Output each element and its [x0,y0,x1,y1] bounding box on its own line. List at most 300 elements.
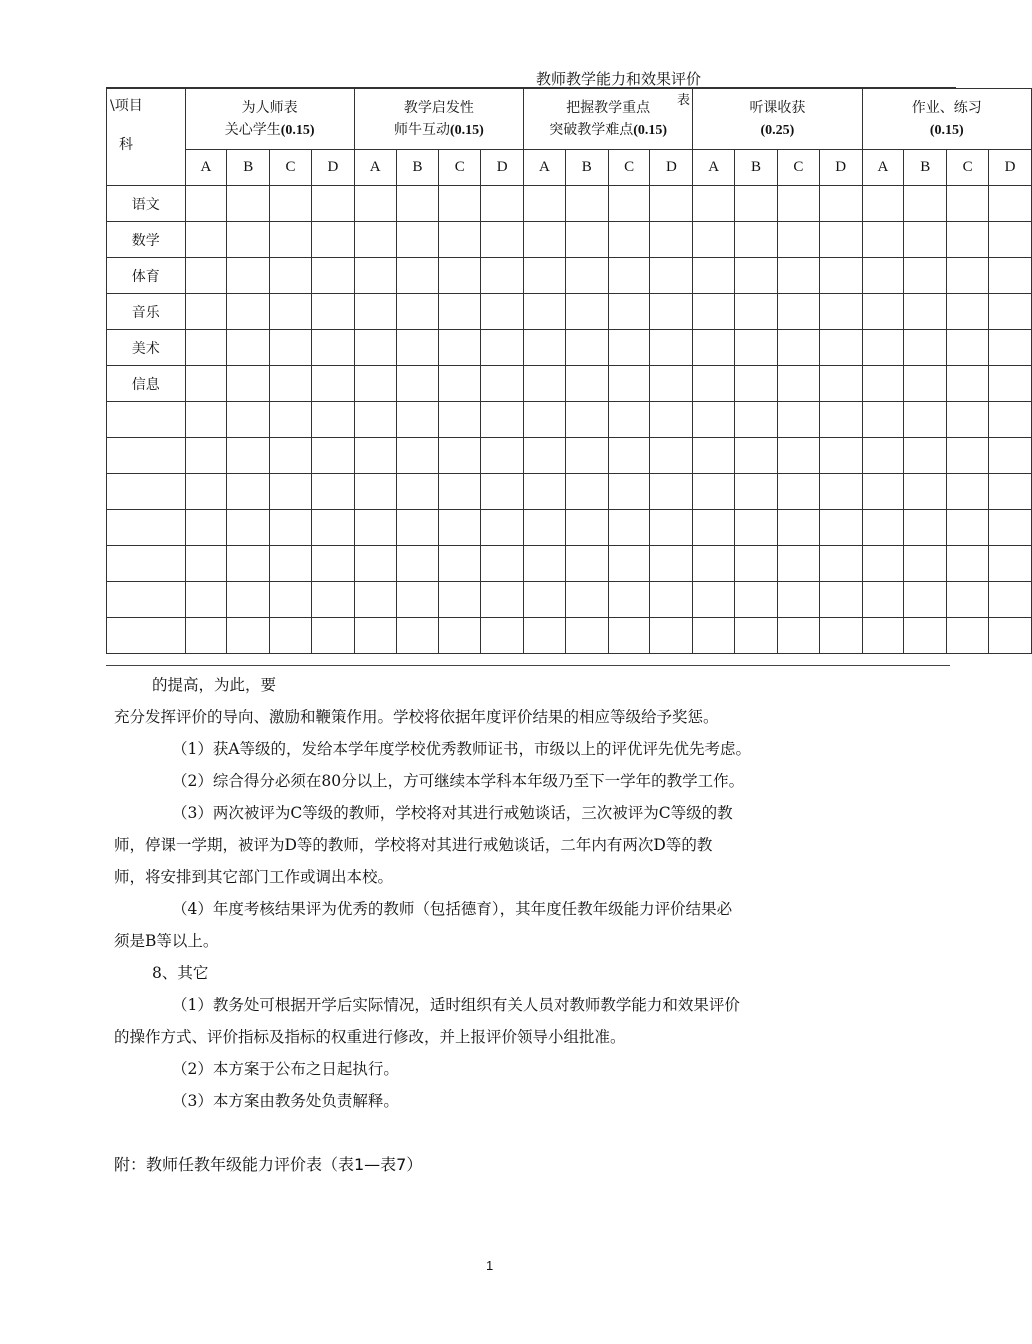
rating-cell[interactable] [608,258,650,294]
rating-cell[interactable] [227,186,270,222]
grade-header-d: D [481,150,524,186]
rating-cell[interactable] [777,402,819,438]
rating-cell[interactable] [565,186,608,222]
rating-cell[interactable] [819,402,862,438]
rating-cell[interactable] [524,618,566,654]
section-heading: 8、其它 [152,964,209,982]
rating-cell[interactable] [862,366,904,402]
rating-cell[interactable] [185,366,227,402]
grade-header-d: D [650,150,693,186]
rating-cell[interactable] [227,438,270,474]
rating-cell[interactable] [565,510,608,546]
rating-cell[interactable] [185,618,227,654]
rating-cell[interactable] [735,186,778,222]
rating-cell[interactable] [354,366,396,402]
rating-cell[interactable] [904,330,947,366]
rating-cell[interactable] [735,546,778,582]
rating-cell[interactable] [185,474,227,510]
rating-cell[interactable] [947,186,989,222]
table-title: 教师教学能力和效果评价 [536,70,702,88]
rating-cell[interactable] [608,186,650,222]
rating-cell[interactable] [904,510,947,546]
rating-cell[interactable] [735,582,778,618]
rating-cell[interactable] [565,366,608,402]
rating-cell[interactable] [270,330,312,366]
rating-cell[interactable] [862,582,904,618]
rating-cell[interactable] [565,294,608,330]
rating-cell[interactable] [947,222,989,258]
grade-header-c: C [777,150,819,186]
rating-cell[interactable] [524,294,566,330]
rating-cell[interactable] [396,294,439,330]
rating-cell[interactable] [693,474,735,510]
rating-cell[interactable] [481,474,524,510]
rating-cell[interactable] [270,186,312,222]
rating-cell[interactable] [777,618,819,654]
rating-cell[interactable] [396,510,439,546]
table-row [107,366,1032,402]
rating-cell[interactable] [608,330,650,366]
rating-cell[interactable] [439,294,481,330]
rating-cell[interactable] [439,438,481,474]
rating-cell[interactable] [947,438,989,474]
rating-cell[interactable] [439,222,481,258]
rating-cell[interactable] [735,366,778,402]
rating-cell[interactable] [227,330,270,366]
rating-cell[interactable] [988,474,1031,510]
paragraph-line: （2）综合得分必须在80分以上，方可继续本学科本年级乃至下一学年的教学工作。 [172,772,745,790]
rating-cell[interactable] [185,438,227,474]
group-header: 把握教学重点 突破教学难点(0.15) [524,89,693,150]
rating-cell[interactable] [735,330,778,366]
rating-cell[interactable] [693,546,735,582]
rating-cell[interactable] [311,186,354,222]
rating-cell[interactable] [481,294,524,330]
rating-cell[interactable] [608,438,650,474]
rating-cell[interactable] [565,438,608,474]
rating-cell[interactable] [439,618,481,654]
rating-cell[interactable] [693,582,735,618]
rating-cell[interactable] [524,402,566,438]
rating-cell[interactable] [481,582,524,618]
rating-cell[interactable] [396,582,439,618]
rating-cell[interactable] [693,438,735,474]
rating-cell[interactable] [650,438,693,474]
rating-cell[interactable] [947,294,989,330]
rating-cell[interactable] [735,474,778,510]
rating-cell[interactable] [185,186,227,222]
rating-cell[interactable] [565,474,608,510]
rating-cell[interactable] [693,366,735,402]
rating-cell[interactable] [524,222,566,258]
paragraph-line: （3）本方案由教务处负责解释。 [172,1092,399,1110]
rating-cell[interactable] [819,582,862,618]
rating-cell[interactable] [819,294,862,330]
rating-cell[interactable] [862,258,904,294]
rating-cell[interactable] [481,222,524,258]
rating-cell[interactable] [311,366,354,402]
rating-cell[interactable] [439,474,481,510]
rating-cell[interactable] [311,618,354,654]
table-row [107,402,1032,438]
table-bottom-border [106,665,950,666]
rating-cell[interactable] [650,546,693,582]
grade-header-c: C [439,150,481,186]
rating-cell[interactable] [988,546,1031,582]
rating-cell[interactable] [227,366,270,402]
rating-cell[interactable] [524,330,566,366]
rating-cell[interactable] [354,294,396,330]
rating-cell[interactable] [650,258,693,294]
rating-cell[interactable] [227,294,270,330]
rating-cell[interactable] [862,222,904,258]
rating-cell[interactable] [988,402,1031,438]
rating-cell[interactable] [693,186,735,222]
rating-cell[interactable] [439,258,481,294]
rating-cell[interactable] [862,186,904,222]
rating-cell[interactable] [524,510,566,546]
rating-cell[interactable] [947,510,989,546]
rating-cell[interactable] [904,294,947,330]
rating-cell[interactable] [311,330,354,366]
rating-cell[interactable] [439,366,481,402]
rating-cell[interactable] [947,618,989,654]
rating-cell[interactable] [650,222,693,258]
rating-cell[interactable] [608,510,650,546]
rating-cell[interactable] [777,294,819,330]
paragraph-line: （1）获A等级的，发给本学年度学校优秀教师证书，市级以上的评优评先优先考虑。 [172,740,752,758]
rating-cell[interactable] [947,546,989,582]
rating-cell[interactable] [311,258,354,294]
rating-cell[interactable] [988,438,1031,474]
rating-cell[interactable] [311,582,354,618]
rating-cell[interactable] [777,330,819,366]
rating-cell[interactable] [735,258,778,294]
rating-cell[interactable] [693,258,735,294]
subject-cell [107,474,186,510]
rating-cell[interactable] [396,618,439,654]
rating-cell[interactable] [524,438,566,474]
table-row [107,546,1032,582]
rating-cell[interactable] [396,474,439,510]
rating-cell[interactable] [862,474,904,510]
rating-cell[interactable] [270,222,312,258]
rating-cell[interactable] [396,438,439,474]
rating-cell[interactable] [524,546,566,582]
rating-cell[interactable] [693,618,735,654]
rating-cell[interactable] [565,546,608,582]
grade-header-a: A [354,150,396,186]
rating-cell[interactable] [650,474,693,510]
rating-cell[interactable] [270,510,312,546]
rating-cell[interactable] [819,366,862,402]
rating-cell[interactable] [988,330,1031,366]
rating-cell[interactable] [354,402,396,438]
rating-cell[interactable] [650,366,693,402]
rating-cell[interactable] [270,366,312,402]
rating-cell[interactable] [481,258,524,294]
rating-cell[interactable] [354,186,396,222]
rating-cell[interactable] [988,186,1031,222]
rating-cell[interactable] [227,582,270,618]
rating-cell[interactable] [650,402,693,438]
rating-cell[interactable] [524,186,566,222]
rating-cell[interactable] [862,510,904,546]
rating-cell[interactable] [988,510,1031,546]
rating-cell[interactable] [396,186,439,222]
rating-cell[interactable] [227,222,270,258]
rating-cell[interactable] [565,582,608,618]
rating-cell[interactable] [565,402,608,438]
rating-cell[interactable] [481,618,524,654]
rating-cell[interactable] [270,438,312,474]
rating-cell[interactable] [185,402,227,438]
rating-cell[interactable] [227,474,270,510]
rating-cell[interactable] [524,582,566,618]
rating-cell[interactable] [735,222,778,258]
rating-cell[interactable] [439,186,481,222]
rating-cell[interactable] [227,402,270,438]
rating-cell[interactable] [270,474,312,510]
rating-cell[interactable] [988,294,1031,330]
rating-cell[interactable] [481,438,524,474]
rating-cell[interactable] [608,474,650,510]
rating-cell[interactable] [777,438,819,474]
rating-cell[interactable] [565,330,608,366]
rating-cell[interactable] [396,366,439,402]
rating-cell[interactable] [270,546,312,582]
grade-header-b: B [227,150,270,186]
corner-header [107,89,186,186]
rating-cell[interactable] [735,510,778,546]
rating-cell[interactable] [311,294,354,330]
rating-cell[interactable] [693,510,735,546]
rating-cell[interactable] [947,582,989,618]
rating-cell[interactable] [988,366,1031,402]
rating-cell[interactable] [354,582,396,618]
table-row [107,294,1032,330]
rating-cell[interactable] [354,258,396,294]
rating-cell[interactable] [311,474,354,510]
rating-cell[interactable] [650,510,693,546]
rating-cell[interactable] [904,618,947,654]
rating-cell[interactable] [396,402,439,438]
rating-cell[interactable] [693,294,735,330]
rating-cell[interactable] [396,222,439,258]
rating-cell[interactable] [819,438,862,474]
rating-cell[interactable] [481,510,524,546]
rating-cell[interactable] [311,510,354,546]
rating-cell[interactable] [777,258,819,294]
rating-cell[interactable] [565,222,608,258]
rating-cell[interactable] [988,582,1031,618]
rating-cell[interactable] [862,330,904,366]
rating-cell[interactable] [988,222,1031,258]
rating-cell[interactable] [650,294,693,330]
rating-cell[interactable] [650,582,693,618]
rating-cell[interactable] [396,330,439,366]
rating-cell[interactable] [819,258,862,294]
rating-cell[interactable] [777,510,819,546]
rating-cell[interactable] [988,618,1031,654]
rating-cell[interactable] [227,258,270,294]
rating-cell[interactable] [354,510,396,546]
evaluation-table [106,88,1032,654]
rating-cell[interactable] [481,186,524,222]
rating-cell[interactable] [608,546,650,582]
rating-cell[interactable] [735,618,778,654]
rating-cell[interactable] [777,582,819,618]
rating-cell[interactable] [947,366,989,402]
rating-cell[interactable] [354,330,396,366]
rating-cell[interactable] [185,258,227,294]
rating-cell[interactable] [608,402,650,438]
table-row [107,330,1032,366]
rating-cell[interactable] [481,546,524,582]
grade-header-c: C [270,150,312,186]
rating-cell[interactable] [608,222,650,258]
rating-cell[interactable] [185,294,227,330]
rating-cell[interactable] [524,258,566,294]
rating-cell[interactable] [693,330,735,366]
rating-cell[interactable] [988,258,1031,294]
rating-cell[interactable] [862,546,904,582]
rating-cell[interactable] [947,474,989,510]
paragraph-line: （2）本方案于公布之日起执行。 [172,1060,399,1078]
rating-cell[interactable] [270,618,312,654]
rating-cell[interactable] [439,402,481,438]
rating-cell[interactable] [904,582,947,618]
rating-cell[interactable] [904,222,947,258]
rating-cell[interactable] [819,510,862,546]
rating-cell[interactable] [311,402,354,438]
rating-cell[interactable] [947,402,989,438]
rating-cell[interactable] [819,474,862,510]
paragraph-line: 的操作方式、评价指标及指标的权重进行修改，并上报评价领导小组批准。 [114,1028,626,1046]
paragraph-line: （3）两次被评为C等级的教师，学校将对其进行戒勉谈话，三次被评为C等级的教 [172,804,733,822]
rating-cell[interactable] [439,582,481,618]
rating-cell[interactable] [227,618,270,654]
rating-cell[interactable] [735,402,778,438]
rating-cell[interactable] [185,330,227,366]
rating-cell[interactable] [777,366,819,402]
rating-cell[interactable] [693,402,735,438]
grade-header-c: C [608,150,650,186]
rating-cell[interactable] [311,438,354,474]
rating-cell[interactable] [819,618,862,654]
rating-cell[interactable] [904,402,947,438]
rating-cell[interactable] [481,402,524,438]
rating-cell[interactable] [565,258,608,294]
group-header: 听课收获 (0.25) [693,89,862,150]
rating-cell[interactable] [481,366,524,402]
rating-cell[interactable] [904,366,947,402]
corner-label-item: \项目 [110,98,143,114]
rating-cell[interactable] [354,222,396,258]
rating-cell[interactable] [947,330,989,366]
rating-cell[interactable] [227,546,270,582]
rating-cell[interactable] [862,438,904,474]
rating-cell[interactable] [735,294,778,330]
rating-cell[interactable] [947,258,989,294]
subject-cell [107,510,186,546]
rating-cell[interactable] [650,330,693,366]
grade-header-c: C [947,150,989,186]
rating-cell[interactable] [777,186,819,222]
rating-cell[interactable] [862,294,904,330]
rating-cell[interactable] [608,294,650,330]
rating-cell[interactable] [819,222,862,258]
rating-cell[interactable] [862,402,904,438]
rating-cell[interactable] [311,546,354,582]
grade-header-a: A [185,150,227,186]
rating-cell[interactable] [270,582,312,618]
rating-cell[interactable] [439,546,481,582]
rating-cell[interactable] [270,294,312,330]
rating-cell[interactable] [904,474,947,510]
rating-cell[interactable] [354,474,396,510]
rating-cell[interactable] [904,546,947,582]
rating-cell[interactable] [396,546,439,582]
rating-cell[interactable] [354,438,396,474]
rating-cell[interactable] [608,618,650,654]
rating-cell[interactable] [185,510,227,546]
rating-cell[interactable] [524,474,566,510]
table-row [107,258,1032,294]
table-row [107,438,1032,474]
subject-cell: 美术 [107,330,186,366]
rating-cell[interactable] [270,402,312,438]
rating-cell[interactable] [185,546,227,582]
rating-cell[interactable] [819,330,862,366]
rating-cell[interactable] [439,510,481,546]
rating-cell[interactable] [396,258,439,294]
rating-cell[interactable] [227,510,270,546]
rating-cell[interactable] [270,258,312,294]
rating-cell[interactable] [185,222,227,258]
rating-cell[interactable] [777,546,819,582]
rating-cell[interactable] [904,186,947,222]
subject-cell [107,546,186,582]
rating-cell[interactable] [735,438,778,474]
rating-cell[interactable] [777,474,819,510]
rating-cell[interactable] [819,546,862,582]
rating-cell[interactable] [650,186,693,222]
rating-cell[interactable] [777,222,819,258]
rating-cell[interactable] [524,366,566,402]
rating-cell[interactable] [608,582,650,618]
rating-cell[interactable] [354,618,396,654]
corner-label-subject: 科 [119,137,133,153]
rating-cell[interactable] [693,222,735,258]
rating-cell[interactable] [608,366,650,402]
table-row [107,222,1032,258]
rating-cell[interactable] [185,582,227,618]
rating-cell[interactable] [650,618,693,654]
rating-cell[interactable] [819,186,862,222]
rating-cell[interactable] [904,258,947,294]
rating-cell[interactable] [862,618,904,654]
rating-cell[interactable] [481,330,524,366]
rating-cell[interactable] [904,438,947,474]
rating-cell[interactable] [311,222,354,258]
grade-header-a: A [862,150,904,186]
grade-header-b: B [904,150,947,186]
rating-cell[interactable] [439,330,481,366]
rating-cell[interactable] [354,546,396,582]
subject-cell: 体育 [107,258,186,294]
rating-cell[interactable] [565,618,608,654]
